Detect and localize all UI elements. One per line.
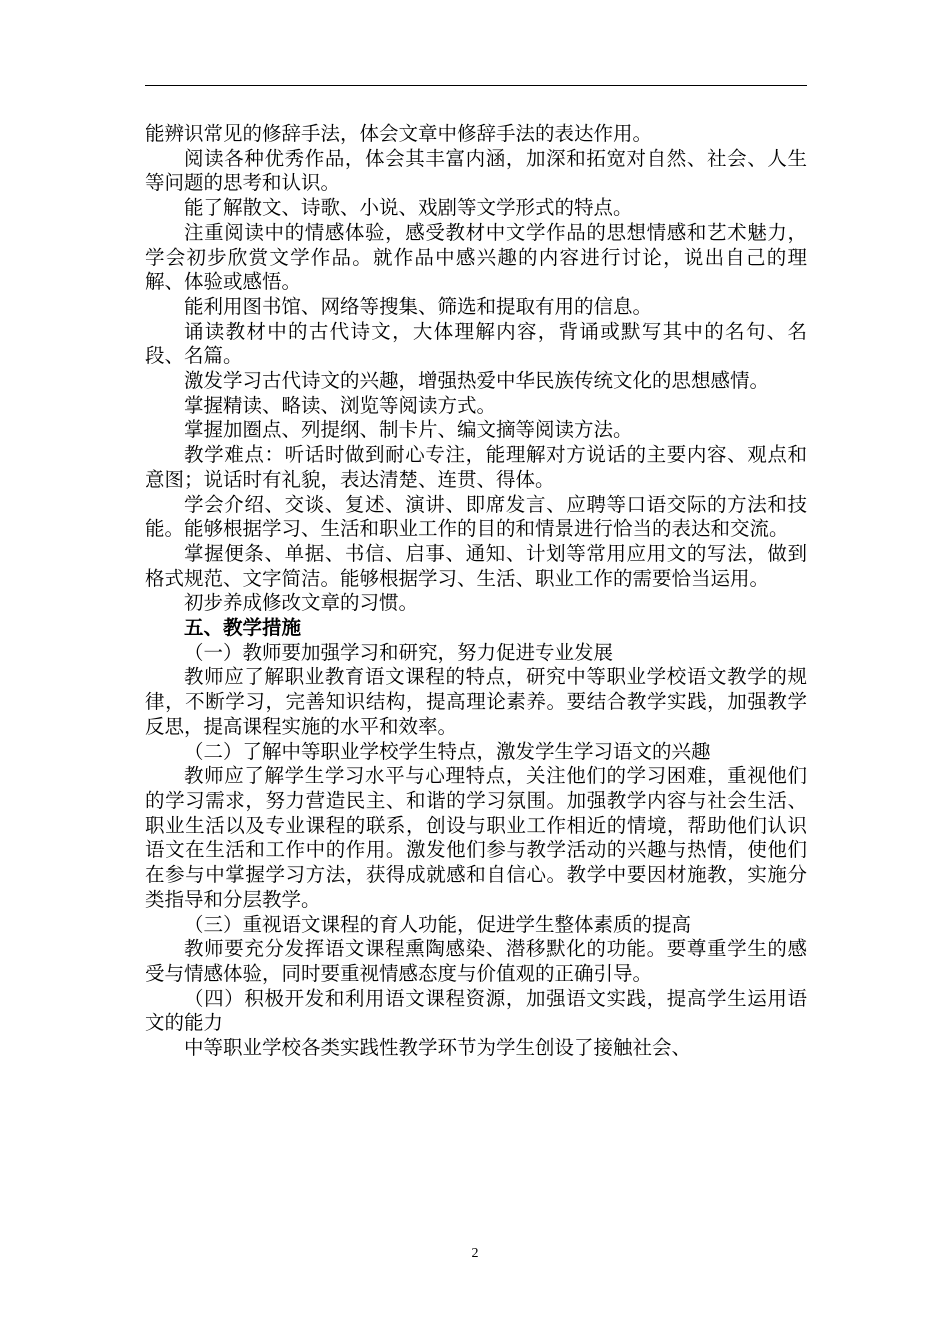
paragraph: （二）了解中等职业学校学生特点，激发学生学习语文的兴趣 — [184, 739, 711, 763]
paragraph: 教师应了解学生学习水平与心理特点，关注他们的学习困难，重视他们的学习需求，努力营造民主、和谐的学习氛围。加强教学内容与社会生活、职业生活以及专业课程的联系，创设与职业工作相近的情境，帮助他们认识语文在生活和工作中的作用。激发他们参与教学活动的兴趣与热情，使他们在参与中掌握学习方法，获得成就感和自信心。教学中要因材施教，实施分类指导和分层教学。 — [145, 764, 807, 911]
paragraph: 初步养成修改文章的习惯。 — [184, 591, 419, 615]
paragraph: 激发学习古代诗文的兴趣，增强热爱中华民族传统文化的思想感情。 — [184, 369, 770, 393]
paragraph: 能辨识常见的修辞手法，体会文章中修辞手法的表达作用。 — [145, 122, 653, 145]
paragraph: 教师应了解职业教育语文课程的特点，研究中等职业学校语文教学的规律，不断学习，完善知识结构，提高理论素养。要结合教学实践，加强教学反思，提高课程实施的水平和效率。 — [145, 665, 807, 738]
paragraph: （一）教师要加强学习和研究，努力促进专业发展 — [184, 640, 614, 664]
page-number: 2 — [471, 1246, 479, 1261]
paragraph: 教学难点：听话时做到耐心专注，能理解对方说话的主要内容、观点和意图；说话时有礼貌，表达清楚、连贯、得体。 — [145, 443, 807, 491]
paragraph: 诵读教材中的古代诗文，大体理解内容，背诵或默写其中的名句、名段、名篇。 — [145, 319, 807, 368]
paragraph: 能利用图书馆、网络等搜集、筛选和提取有用的信息。 — [184, 294, 653, 318]
paragraph: 中等职业学校各类实践性教学环节为学生创设了接触社会、 — [184, 1036, 692, 1060]
section-heading: 五、教学措施 — [184, 616, 302, 640]
paragraph: 能了解散文、诗歌、小说、戏剧等文学形式的特点。 — [184, 196, 633, 220]
paragraph: 掌握加圈点、列提纲、制卡片、编文摘等阅读方法。 — [184, 418, 633, 442]
paragraph: 掌握精读、略读、浏览等阅读方式。 — [184, 393, 497, 417]
paragraph: 掌握便条、单据、书信、启事、通知、计划等常用应用文的写法，做到格式规范、文字简洁。能够根据学习、生活、职业工作的需要恰当运用。 — [145, 541, 807, 590]
paragraph: 阅读各种优秀作品，体会其丰富内涵，加深和拓宽对自然、社会、人生等问题的思考和认识。 — [145, 146, 807, 195]
paragraph: 学会介绍、交谈、复述、演讲、即席发言、应聘等口语交际的方法和技能。能够根据学习、生活和职业工作的目的和情景进行恰当的表达和交流。 — [145, 492, 807, 541]
header-rule — [145, 85, 807, 86]
paragraph: 注重阅读中的情感体验，感受教材中文学作品的思想情感和艺术魅力，学会初步欣赏文学作品。就作品中感兴趣的内容进行讨论，说出自己的理解、体验或感悟。 — [145, 220, 807, 294]
body-text — [145, 122, 807, 1061]
paragraph: 教师要充分发挥语文课程熏陶感染、潜移默化的功能。要尊重学生的感受与情感体验，同时要重视情感态度与价值观的正确引导。 — [145, 937, 807, 985]
paragraph: （三）重视语文课程的育人功能，促进学生整体素质的提高 — [184, 912, 692, 936]
paragraph: （四）积极开发和利用语文课程资源，加强语文实践，提高学生运用语文的能力 — [145, 986, 807, 1035]
